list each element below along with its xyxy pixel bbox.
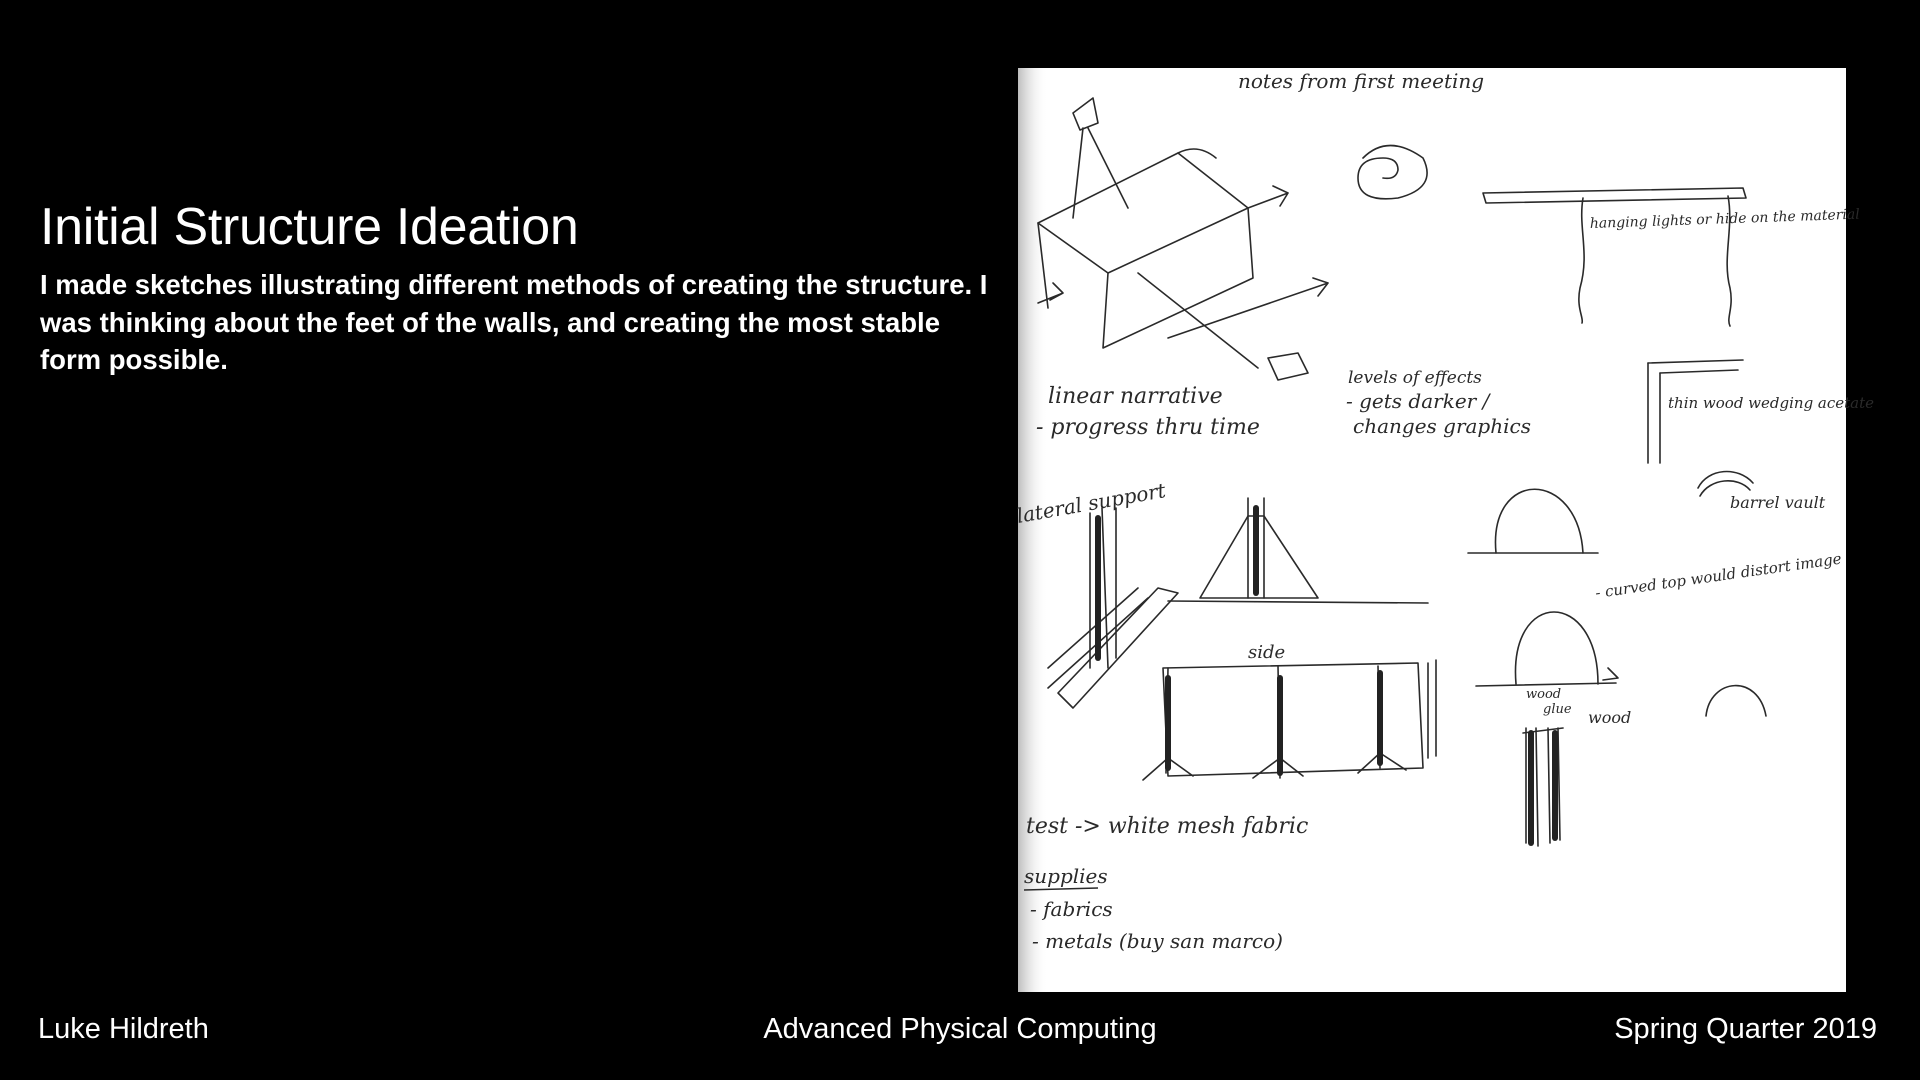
footer-author: Luke Hildreth [38,1013,209,1045]
note-metals: - metals (buy san marco) [1032,929,1283,953]
footer-course: Advanced Physical Computing [763,1013,1157,1045]
note-thin-wood: thin wood wedging acetate [1668,394,1875,412]
note-wood-1: wood [1526,687,1562,702]
slide-title: Initial Structure Ideation [40,198,579,256]
note-linear-narrative: linear narrative [1048,384,1223,409]
note-curved-top: - curved top would distort image [1594,549,1843,602]
slide-body-text: I made sketches illustrating different methods of creating the structure. I was thinking about the feet of the walls, and creating the most stable form possible. [40,269,988,375]
pencil-strokes [1038,98,1766,846]
note-first-meeting: notes from first meeting [1238,69,1485,93]
note-changes-graphics: changes graphics [1353,414,1531,438]
note-wood-2: wood [1588,708,1632,727]
sketch-drawing [1014,68,1875,992]
sketch-notes [1015,69,1874,953]
footer-term: Spring Quarter 2019 [1614,1013,1877,1045]
note-levels-effects: levels of effects [1348,368,1482,388]
note-supplies: supplies [1024,864,1108,888]
note-lateral-support: lateral support [1014,478,1168,528]
note-hanging-lights: hanging lights or hide on the material [1589,206,1860,232]
note-fabrics: - fabrics [1030,897,1113,921]
page-edge-shadow [1018,68,1048,992]
note-glue: glue [1543,702,1572,717]
pencil-shading [1098,508,1555,843]
note-barrel-vault: barrel vault [1730,493,1826,512]
note-test-mesh: test -> white mesh fabric [1026,814,1309,839]
sketch-image [1014,68,1875,992]
note-progress: - progress thru time [1036,415,1260,440]
note-gets-darker: - gets darker / [1346,389,1490,413]
note-side: side [1248,642,1286,663]
